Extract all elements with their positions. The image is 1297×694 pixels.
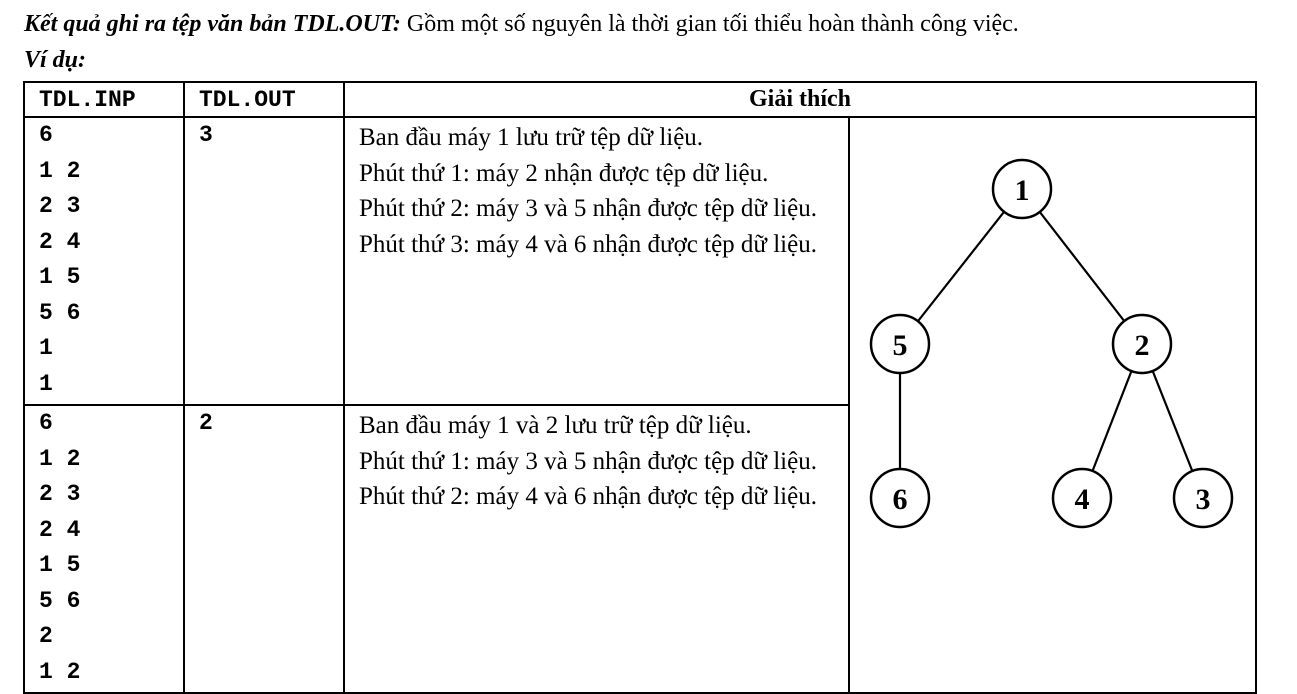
table-row [24,117,1256,405]
tree-node-label: 1 [1014,174,1030,207]
inp-line: 1 [39,370,53,397]
table-header-row [24,82,1256,117]
inp-line: 1 5 [39,264,81,290]
header-explanation: Giải thích [344,82,1256,117]
inp-line: 2 [39,623,53,649]
inp-line: 1 2 [39,157,81,184]
example-table [23,81,1257,694]
inp-line: 1 2 [39,445,81,472]
tree-node-label: 4 [1074,483,1090,516]
inp-line: 2 4 [39,516,81,543]
header-out: TDL.OUT [184,82,344,117]
inp-line: 6 [39,410,53,436]
explanation-cell-2 [344,405,849,693]
inp-line: 1 2 [39,658,81,685]
inp-line: 1 [39,335,53,361]
inp-cell-2 [24,405,184,693]
tree-node-label: 6 [892,483,908,516]
tree-node-label: 2 [1134,329,1150,362]
inp-line: 5 6 [39,299,81,326]
tree-node-label: 3 [1195,483,1211,516]
inp-line: 1 5 [39,552,81,578]
out-value: 2 [199,410,213,436]
inp-line: 2 3 [39,193,81,219]
explanation-text: Ban đầu máy 1 lưu trữ tệp dữ liệu. Phút thứ 1: máy 2 nhận được tệp dữ liệu. Phút thứ 2: máy 3 và 5 nhận được tệp dữ liệu. Phút thứ 3: máy 4 và 6 nhận được tệp dữ liệu. [359,124,817,258]
inp-line: 6 [39,122,53,148]
output-description [24,8,1019,40]
header-inp: TDL.INP [24,82,184,117]
explanation-cell-1 [344,117,849,405]
inp-line: 2 4 [39,228,81,255]
out-cell-2 [184,405,344,693]
output-label: Kết quả ghi ra tệp văn bản TDL.OUT: [24,11,401,37]
example-label: Ví dụ: [24,47,87,73]
out-cell-1 [184,117,344,405]
output-text: Gồm một số nguyên là thời gian tối thiểu hoàn thành công việc. [400,11,1019,37]
inp-line: 5 6 [39,587,81,614]
explanation-text: Ban đầu máy 1 và 2 lưu trữ tệp dữ liệu. Phút thứ 1: máy 3 và 5 nhận được tệp dữ liệu. Phút thứ 2: máy 4 và 6 nhận được tệp dữ liệu. [359,412,817,510]
out-value: 3 [199,122,213,148]
tree-cell [849,117,1256,693]
tree-node-label: 5 [892,329,908,362]
tree-diagram [850,118,1255,683]
inp-cell-1 [24,117,184,405]
inp-line: 2 3 [39,481,81,507]
